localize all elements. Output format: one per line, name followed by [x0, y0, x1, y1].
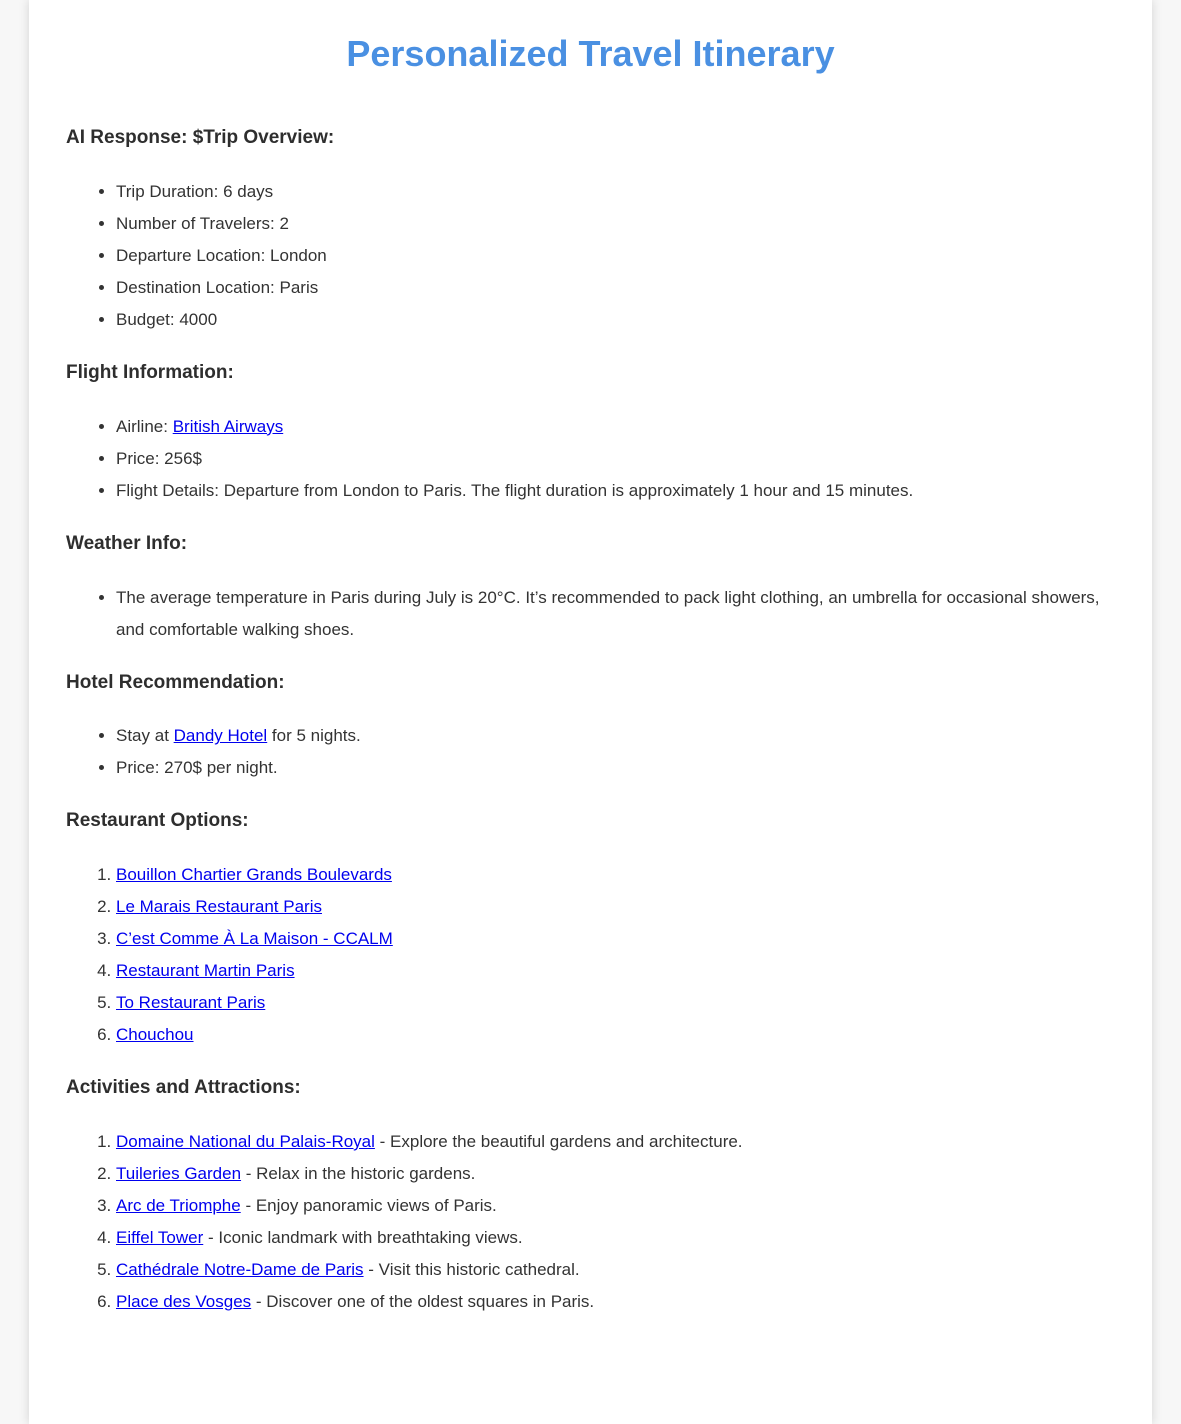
list-item-text: Number of Travelers: 2 — [116, 213, 289, 233]
activities-attractions-list — [66, 1126, 1115, 1318]
list-item — [116, 1019, 1115, 1051]
list-item-text: The average temperature in Paris during July is 20°C. It’s recommended to pack light clothing, an umbrella for occasional showers, and comfortable walking shoes. — [116, 587, 1100, 639]
list-item — [116, 1158, 1115, 1190]
restaurant-link-restaurant-martin-paris[interactable]: Restaurant Martin Paris — [116, 961, 295, 981]
list-item — [116, 923, 1115, 955]
british-airways-link[interactable]: British Airways — [172, 416, 284, 436]
section-heading-flight-information: Flight Information: — [66, 361, 234, 383]
list-item-text: Airline: — [116, 416, 173, 436]
section-heading-weather-info: Weather Info: — [66, 532, 188, 554]
dandy-hotel-link[interactable]: Dandy Hotel — [173, 726, 268, 746]
section-heading-restaurant-options: Restaurant Options: — [66, 810, 249, 832]
list-item-text: Departure Location: London — [116, 245, 327, 265]
flight-information-list — [66, 411, 1115, 507]
activity-link-tuileries-garden[interactable]: Tuileries Garden — [116, 1163, 242, 1183]
restaurant-link-ccalm[interactable]: C’est Comme À La Maison - CCALM — [116, 929, 393, 949]
activity-link-place-des-vosges[interactable]: Place des Vosges — [116, 1291, 252, 1311]
restaurant-link-chouchou[interactable]: Chouchou — [116, 1025, 194, 1045]
list-item — [116, 1190, 1115, 1222]
list-item — [116, 272, 1115, 304]
list-item-text: - Visit this historic cathedral. — [363, 1259, 580, 1279]
list-item-text: Flight Details: Departure from London to Paris. The flight duration is approximately 1 hour and 15 minutes. — [116, 480, 914, 500]
hotel-recommendation-list — [66, 720, 1115, 784]
list-item-text: - Relax in the historic gardens. — [241, 1163, 476, 1183]
list-item-text: Destination Location: Paris — [116, 277, 319, 297]
list-item — [116, 1126, 1115, 1158]
list-item — [116, 955, 1115, 987]
list-item-text: - Explore the beautiful gardens and architecture. — [374, 1131, 743, 1151]
list-item-text: Stay at — [116, 726, 174, 746]
itinerary-card — [29, 0, 1152, 1424]
list-item — [116, 176, 1115, 208]
page-title: Personalized Travel Itinerary — [346, 33, 835, 74]
list-item — [116, 720, 1115, 752]
list-item — [116, 752, 1115, 784]
activity-link-notre-dame[interactable]: Cathédrale Notre-Dame de Paris — [116, 1259, 364, 1279]
list-item — [116, 443, 1115, 475]
section-heading-trip-overview: AI Response: $Trip Overview: — [66, 127, 335, 149]
trip-overview-list — [66, 176, 1115, 336]
list-item — [116, 304, 1115, 336]
list-item — [116, 582, 1115, 646]
list-item-text: Price: 256$ — [116, 448, 202, 468]
activity-link-arc-de-triomphe[interactable]: Arc de Triomphe — [116, 1195, 241, 1215]
list-item — [116, 987, 1115, 1019]
restaurant-options-list — [66, 859, 1115, 1051]
sections-container — [66, 127, 1115, 1318]
activity-link-palais-royal[interactable]: Domaine National du Palais-Royal — [116, 1131, 375, 1151]
restaurant-link-bouillon-chartier-grands-boulevards[interactable]: Bouillon Chartier Grands Boulevards — [116, 865, 392, 885]
list-item — [116, 411, 1115, 443]
list-item — [116, 891, 1115, 923]
list-item-text: for 5 nights. — [267, 726, 361, 746]
list-item-text: Price: 270$ per night. — [116, 758, 278, 778]
list-item-text: Trip Duration: 6 days — [116, 181, 274, 201]
list-item-text: - Enjoy panoramic views of Paris. — [240, 1195, 497, 1215]
section-heading-activities-attractions: Activities and Attractions: — [66, 1077, 301, 1099]
list-item-text: - Discover one of the oldest squares in Paris. — [251, 1291, 595, 1311]
list-item-text: - Iconic landmark with breathtaking views. — [203, 1227, 523, 1247]
list-item — [116, 1286, 1115, 1318]
list-item — [116, 859, 1115, 891]
list-item — [116, 240, 1115, 272]
restaurant-link-le-marais-restaurant-paris[interactable]: Le Marais Restaurant Paris — [116, 897, 322, 917]
list-item-text: Budget: 4000 — [116, 309, 218, 329]
weather-info-list — [66, 582, 1115, 646]
list-item — [116, 1254, 1115, 1286]
list-item — [116, 475, 1115, 507]
list-item — [116, 208, 1115, 240]
list-item — [116, 1222, 1115, 1254]
section-heading-hotel-recommendation: Hotel Recommendation: — [66, 671, 285, 693]
activity-link-eiffel-tower[interactable]: Eiffel Tower — [116, 1227, 204, 1247]
restaurant-link-to-restaurant-paris[interactable]: To Restaurant Paris — [116, 993, 266, 1013]
